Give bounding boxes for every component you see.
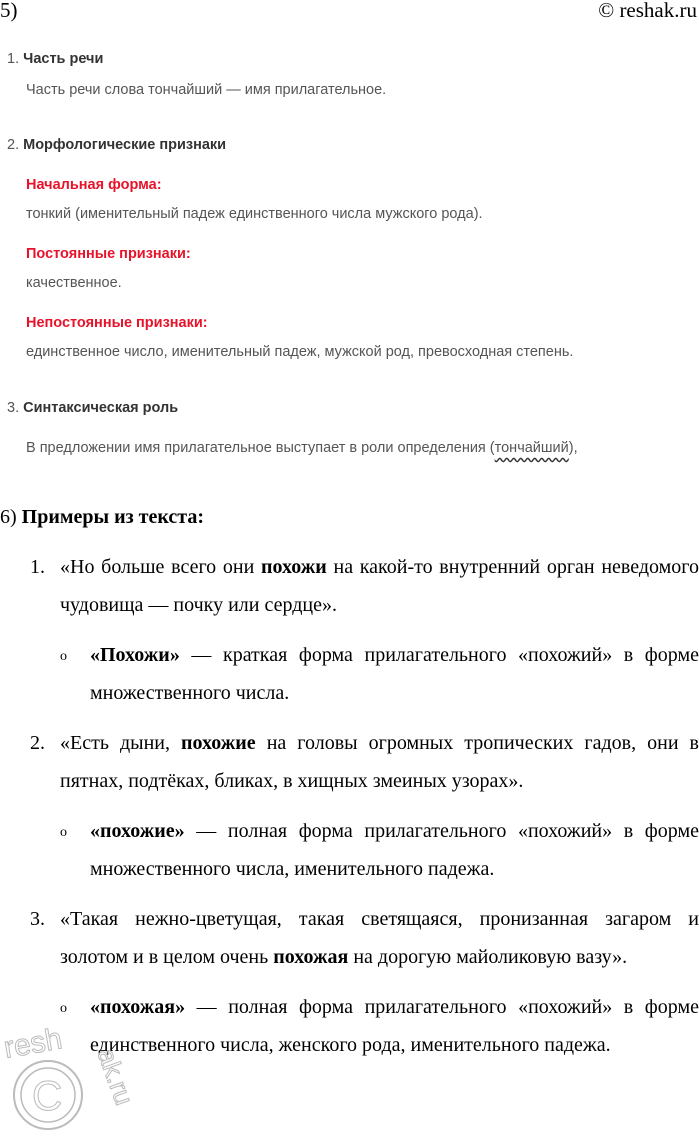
svg-text:resh: resh (1, 1022, 65, 1065)
list-item: 1. «Но больше всего они похожи на какой-то внутренний орган неведомого чудовища — почку или сердце». o «Похожи» — краткая форма прилагательного «похожий» в форме множественного числа. (0, 548, 699, 712)
sub-item: o «похожие» — полная форма прилагательного «похожий» в форме множественного числа, именительного падежа. (0, 812, 699, 888)
task-number: 5) (0, 0, 18, 22)
sub-item: o «Похожи» — краткая форма прилагательного «похожий» в форме множественного числа. (0, 636, 699, 712)
sub-item: o «похожая» — полная форма прилагательного «похожий» в форме единственного числа, женского рода, именительного падежа. (0, 988, 699, 1064)
variable-features-label: Непостоянные признаки: (26, 315, 208, 331)
section-title: 6) Примеры из текста: (0, 506, 205, 528)
svg-text:ak.ru: ak.ru (91, 1044, 140, 1109)
embedded-screenshot (0, 40, 699, 470)
bullet-icon: o (60, 825, 67, 840)
constant-features-label: Постоянные признаки: (26, 246, 191, 262)
copyright-text: © reshak.ru (598, 0, 697, 22)
s1-text: Часть речи слова тончайший — имя прилагательное. (26, 82, 387, 98)
s2-heading: 2. Морфологические признаки (7, 137, 227, 153)
initial-form-label: Начальная форма: (26, 177, 162, 193)
list-item: 2. «Есть дыни, похожие на головы огромных тропических гадов, они в пятнах, подтёках, бликах, в хищных змеиных узорах». o «похожие» — полная форма прилагательного «похожий» в форме множественного числа, именительного падежа. (0, 724, 699, 888)
variable-features-text: единственное число, именительный падеж, мужской род, превосходная степень. (26, 344, 574, 360)
initial-form-text: тонкий (именительный падеж единственного числа мужского рода). (26, 206, 483, 222)
bullet-icon: o (60, 649, 67, 664)
s1-heading: 1. Часть речи (7, 51, 104, 67)
s3-heading: 3. Синтаксическая роль (7, 400, 179, 416)
s3-text: В предложении имя прилагательное выступает в роли определения (тончайший), (26, 440, 578, 456)
bullet-icon: o (60, 1001, 67, 1016)
list-item: 3. «Такая нежно-цветущая, такая светящаяся, пронизанная загаром и золотом и в целом очень похожая на дорогую майоликовую вазу». o «похожая» — полная форма прилагательного «похожий» в форме единственного числа, женского рода, именительного падежа. (0, 900, 699, 1064)
underlined-word: тончайший (494, 440, 569, 456)
examples-list (0, 548, 699, 1064)
svg-text:C: C (32, 1072, 63, 1119)
examples-section (0, 498, 699, 1076)
constant-features-text: качественное. (26, 275, 122, 291)
